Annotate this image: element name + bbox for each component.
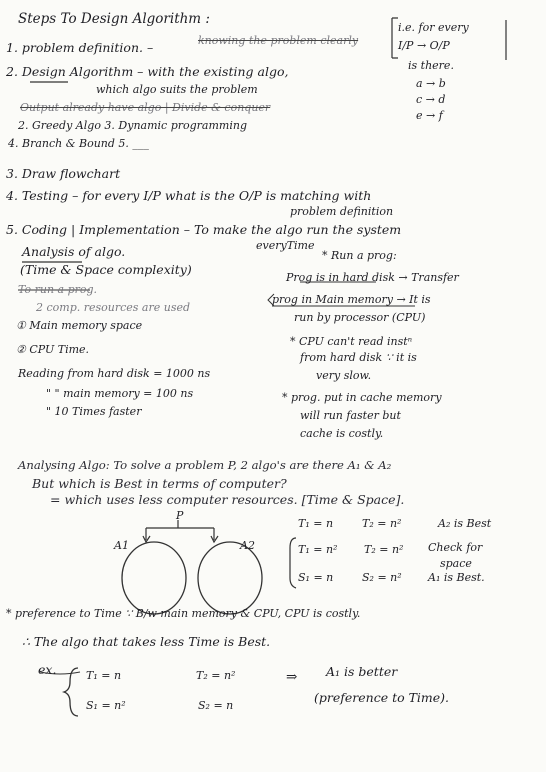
example-t1: T₁ = n bbox=[86, 669, 122, 682]
example-result-1: A₁ is better bbox=[326, 664, 398, 679]
compare-r1-a: T₁ = n bbox=[298, 517, 334, 530]
step-4: 4. Testing – for every I/P what is the O/P is matching with bbox=[6, 188, 372, 203]
page-title: Steps To Design Algorithm : bbox=[18, 11, 210, 27]
compare-bracket bbox=[290, 538, 296, 588]
run-line-6: from hard disk ∵ it is bbox=[300, 351, 417, 364]
run-line-2: Prog is in hard disk → Transfer bbox=[286, 271, 459, 284]
compare-r3-b: S₂ = n² bbox=[362, 571, 402, 584]
side-box-line-6: e → f bbox=[416, 109, 443, 122]
side-box-line-3: is there. bbox=[408, 59, 454, 72]
step-1: 1. problem definition. – bbox=[6, 40, 154, 55]
analysing-line-1: Analysing Algo: To solve a problem P, 2 algo's are there A₁ & A₂ bbox=[18, 458, 392, 472]
analysis-line-5: Reading from hard disk = 1000 ns bbox=[18, 367, 211, 380]
analysis-line-6: " " main memory = 100 ns bbox=[46, 387, 194, 400]
analysis-line-3: ① Main memory space bbox=[16, 319, 143, 332]
compare-r2-space: space bbox=[440, 557, 472, 570]
run-line-7: very slow. bbox=[316, 369, 372, 382]
analysis-sub: (Time & Space complexity) bbox=[20, 262, 192, 277]
side-box-line-1: i.e. for every bbox=[398, 21, 469, 34]
example-brace bbox=[64, 668, 78, 716]
step-3: 3. Draw flowchart bbox=[6, 166, 121, 181]
example-implies: ⇒ bbox=[286, 669, 298, 685]
preference-line-1: * preference to Time ∵ B/w main memory & CPU, CPU is costly. bbox=[6, 607, 361, 620]
step-2-line2: which algo suits the problem bbox=[96, 83, 258, 96]
run-line-1: * Run a prog: bbox=[322, 249, 397, 262]
compare-r3-c: A₁ is Best. bbox=[428, 571, 485, 584]
step-2: 2. Design Algorithm – with the existing algo, bbox=[6, 64, 289, 79]
preference-line-2: ∴ The algo that takes less Time is Best. bbox=[22, 634, 271, 649]
step-5: 5. Coding | Implementation – To make the algo run the system bbox=[6, 222, 402, 237]
step-1-note: knowing the problem clearly bbox=[198, 34, 359, 47]
analysis-line-7: " 10 Times faster bbox=[46, 405, 142, 418]
run-line-3: prog in Main memory → It is bbox=[272, 293, 431, 306]
run-line-5: * CPU can't read instⁿ bbox=[290, 335, 413, 348]
compare-r3-a: S₁ = n bbox=[298, 571, 334, 584]
analysing-line-3: = which uses less computer resources. [Time & Space]. bbox=[50, 492, 405, 507]
diagram-a2-label: A2 bbox=[240, 539, 255, 552]
step-2-options-b: 4. Branch & Bound 5. ___ bbox=[8, 137, 149, 150]
run-line-9: will run faster but bbox=[300, 409, 401, 422]
analysis-heading: Analysis of algo. bbox=[22, 244, 126, 259]
compare-r2-b: T₂ = n² bbox=[364, 543, 404, 556]
example-label: ex. bbox=[38, 662, 57, 677]
algo-a1-circle bbox=[122, 542, 186, 614]
analysing-line-2: But which is Best in terms of computer? bbox=[32, 476, 287, 491]
example-s2: S₂ = n bbox=[198, 699, 234, 712]
step-2-struck: Output already have algo | Divide & conquer bbox=[20, 101, 271, 114]
side-box-line-5: c → d bbox=[416, 93, 446, 106]
compare-r1-b: T₂ = n² bbox=[362, 517, 402, 530]
tree-lines bbox=[146, 520, 214, 540]
side-box-line-4: a → b bbox=[416, 77, 446, 90]
run-line-10: cache is costly. bbox=[300, 427, 384, 440]
compare-r1-c: A₂ is Best bbox=[438, 517, 492, 530]
run-line-8: * prog. put in cache memory bbox=[282, 391, 442, 404]
diagram-a1-label: A1 bbox=[114, 539, 129, 552]
analysis-line-2: 2 comp. resources are used bbox=[36, 301, 191, 314]
example-s1: S₁ = n² bbox=[86, 699, 126, 712]
side-box-line-2: I/P → O/P bbox=[398, 39, 450, 52]
analysis-line-4: ② CPU Time. bbox=[16, 343, 90, 356]
diagram-p-label: P bbox=[176, 509, 184, 522]
step-4-line2: problem definition bbox=[290, 205, 394, 218]
run-line-4: run by processor (CPU) bbox=[294, 311, 426, 324]
step-5-line2: everyTime bbox=[256, 239, 315, 252]
step-2-options-a: 2. Greedy Algo 3. Dynamic programming bbox=[18, 119, 247, 132]
analysis-line-1: To run a prog. bbox=[18, 283, 98, 296]
example-result-2: (preference to Time). bbox=[314, 690, 450, 705]
compare-r2-c: Check for bbox=[428, 541, 483, 554]
example-t2: T₂ = n² bbox=[196, 669, 236, 682]
compare-r2-a: T₁ = n² bbox=[298, 543, 338, 556]
